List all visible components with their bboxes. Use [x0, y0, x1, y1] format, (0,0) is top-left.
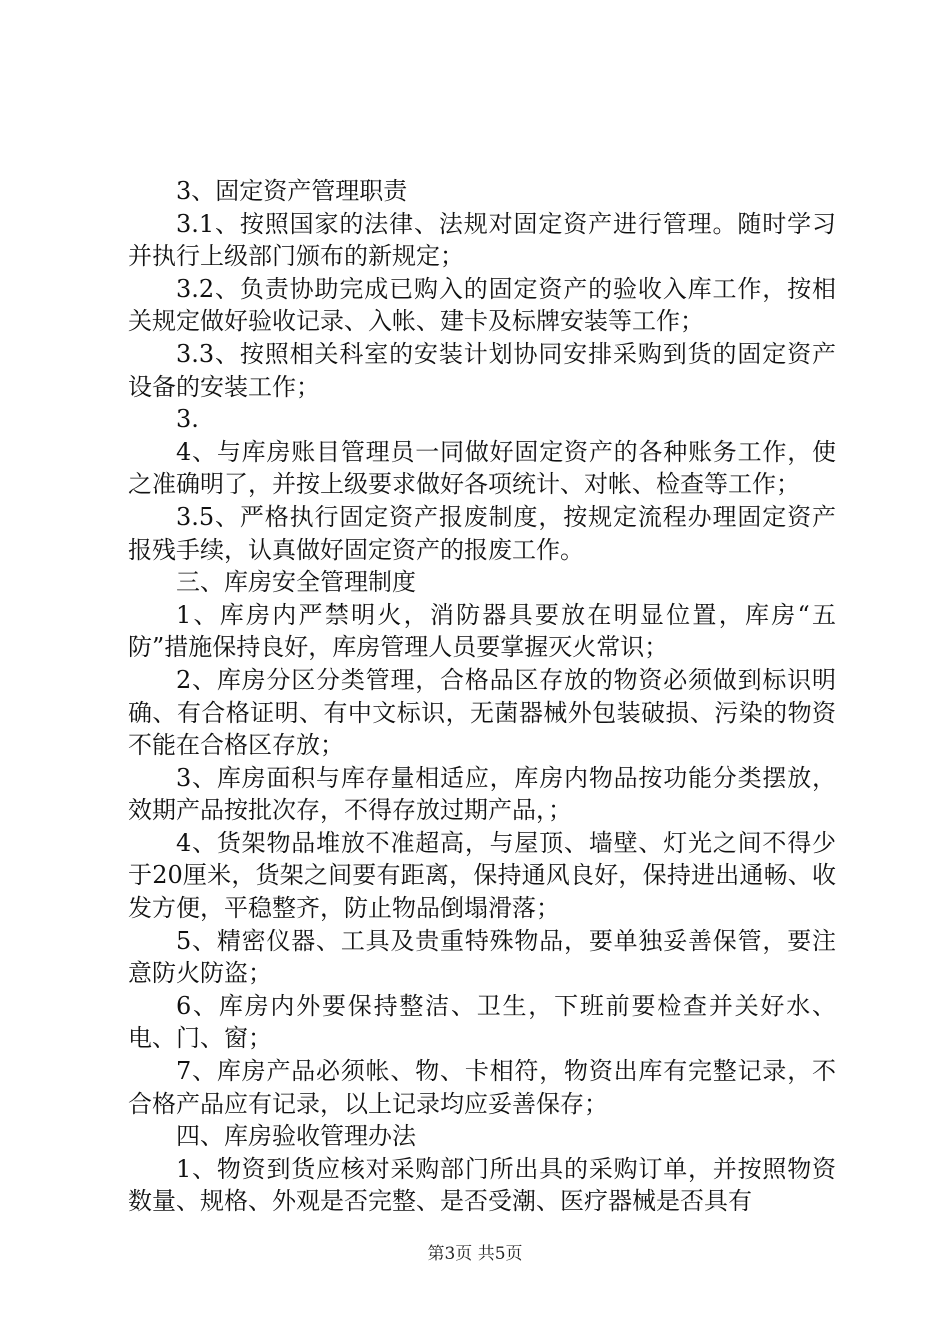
paragraph: 3、库房面积与库存量相适应，库房内物品按功能分类摆放，效期产品按批次存，不得存放过期产品，； [128, 763, 836, 825]
page-number-label: 第3页 共5页 [427, 1244, 523, 1264]
paragraph: 6、库房内外要保持整洁、卫生，下班前要检查并关好水、电、门、窗； [128, 991, 836, 1053]
page-footer [0, 1243, 950, 1265]
section-heading: 三、库房安全管理制度 [176, 568, 416, 597]
paragraph: 7、库房产品必须帐、物、卡相符，物资出库有完整记录，不合格产品应有记录，以上记录均应妥善保存； [128, 1057, 836, 1118]
paragraph: 3.3、按照相关科室的安装计划协同安排采购到货的固定资产设备的安装工作； [128, 339, 836, 401]
paragraph: 1、物资到货应核对采购部门所出具的采购订单，并按照物资数量、规格、外观是否完整、是否受潮、医疗器械是否具有 [128, 1154, 836, 1216]
section-heading: 四、库房验收管理办法 [176, 1122, 416, 1151]
paragraph: 1、库房内严禁明火，消防器具要放在明显位置，库房“五防”措施保持良好，库房管理人员要掌握灭火常识； [128, 600, 836, 662]
paragraph: 3.2、负责协助完成已购入的固定资产的验收入库工作，按相关规定做好验收记录、入帐、建卡及标牌安装等工作； [128, 274, 836, 336]
paragraph: 3、固定资产管理职责 [176, 177, 408, 205]
document-body [128, 175, 836, 1218]
paragraph: 3. [176, 405, 199, 434]
paragraph: 3.5、严格执行固定资产报废制度，按规定流程办理固定资产报残手续，认真做好固定资产的报废工作。 [128, 502, 836, 564]
paragraph: 5、精密仪器、工具及贵重特殊物品，要单独妥善保管，要注意防火防盗； [128, 926, 836, 988]
paragraph: 4、货架物品堆放不准超高，与屋顶、墙壁、灯光之间不得少于20厘米，货架之间要有距离，保持通风良好，保持进出通畅、收发方便，平稳整齐，防止物品倒塌滑落； [128, 828, 836, 923]
paragraph: 2、库房分区分类管理，合格品区存放的物资必须做到标识明确、有合格证明、有中文标识，无菌器械外包装破损、污染的物资不能在合格区存放； [128, 665, 836, 760]
paragraph: 4、与库房账目管理员一同做好固定资产的各种账务工作，使之准确明了，并按上级要求做好各项统计、对帐、检查等工作； [128, 437, 836, 499]
paragraph: 3.1、按照国家的法律、法规对固定资产进行管理。随时学习并执行上级部门颁布的新规定； [128, 209, 836, 271]
